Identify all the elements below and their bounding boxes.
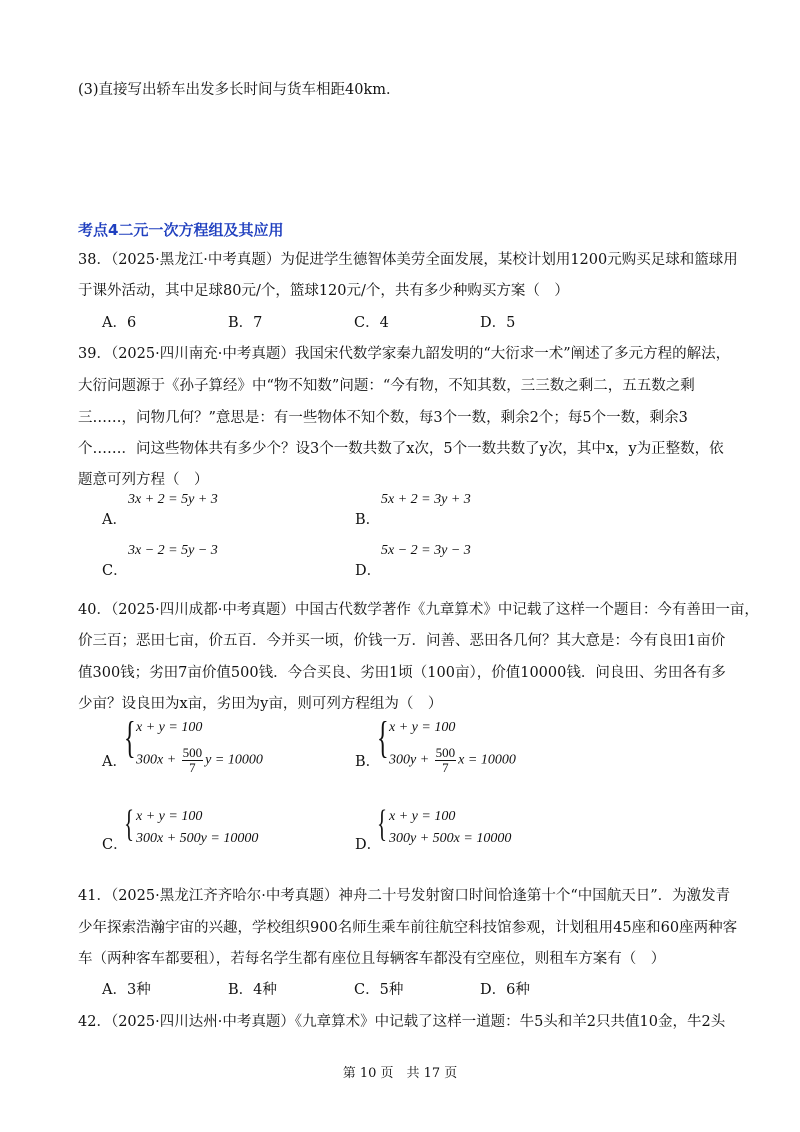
q39-equation-d: 5x − 2 = 3y − 3	[381, 543, 471, 558]
q40-label-b: B．	[355, 754, 381, 770]
q40-a-row-2: 300x + $\frac{500}{7}$ y = 10000	[136, 745, 263, 775]
q41-line-3: 车（两种客车都要租），若每名学生都有座位且每辆客车都没有空座位，则租车方案有（ ）	[78, 951, 666, 967]
q38-option-d: D．5	[480, 315, 516, 331]
q39-line-2: 大衍问题源于《孙子算经》中“物不知数”问题：“今有物，不知其数，三三数之剩二，五五数之剩	[78, 378, 695, 394]
q40-d-row-1: x + y = 100	[389, 809, 456, 824]
q39-equation-b: 5x + 2 = 3y + 3	[381, 492, 471, 507]
section-heading: 考点4二元一次方程组及其应用	[78, 221, 284, 239]
q39-line-4: 个……．问这些物体共有多少个？设3个一数共数了x次，5个一数共数了y次，其中x，y为正整数，依	[78, 441, 724, 457]
q40-system-c: { x + y = 100 300x + 500y = 10000	[124, 803, 259, 846]
q39-equation-a: 3x + 2 = 5y + 3	[128, 492, 218, 507]
fraction: $\frac{500}{7}$	[435, 745, 456, 775]
q40-label-a: A．	[102, 754, 127, 770]
q39-line-5: 题意可列方程（ ）	[78, 472, 209, 488]
q40-line-1: 40．（2025·四川成都·中考真题）中国古代数学著作《九章算术》中记载了这样一个题目：今有善田一亩，	[78, 602, 759, 618]
q39-line-3: 三……，问物几何？”意思是：有一些物体不知个数，每3个一数，剩余2个；每5个一数，剩余3	[78, 410, 688, 426]
q41-option-c: C．5种	[354, 982, 404, 998]
q40-c-row-2: 300x + 500y = 10000	[136, 831, 259, 846]
question-part-3: (3)直接写出轿车出发多长时间与货车相距40km．	[78, 82, 401, 98]
q38-line-2: 于课外活动，其中足球80元/个，篮球120元/个，共有多少种购买方案（ ）	[78, 283, 569, 299]
q42-line-1: 42．（2025·四川达州·中考真题）《九章算术》中记载了这样一道题：牛5头和羊2只共值10金，牛2头	[78, 1014, 726, 1030]
q39-label-b: B．	[355, 512, 381, 528]
q40-label-c: C．	[102, 837, 128, 853]
q40-b-row-2: 300y + $\frac{500}{7}$ x = 10000	[389, 745, 516, 775]
q39-label-a: A．	[102, 512, 127, 528]
q38-option-a: A．6	[102, 315, 137, 331]
q40-label-d: D．	[355, 837, 382, 853]
q40-line-2: 价三百；恶田七亩，价五百．今并买一顷，价钱一万．问善、恶田各几何？其大意是：今有良田1亩价	[78, 633, 726, 649]
q39-label-d: D．	[355, 563, 382, 579]
q38-option-b: B．7	[228, 315, 263, 331]
q39-label-c: C．	[102, 563, 128, 579]
q40-b-row-1: x + y = 100	[389, 720, 456, 735]
q40-a-row-1: x + y = 100	[136, 720, 203, 735]
q40-system-d: { x + y = 100 300y + 500x = 10000	[377, 803, 512, 846]
q41-line-2: 少年探索浩瀚宇宙的兴趣，学校组织900名师生乘车前往航空科技馆参观，计划租用45座和60座两种客	[78, 920, 738, 936]
q40-system-b: { x + y = 100 300y + $\frac{500}{7}$ x = 10000	[377, 713, 516, 775]
q40-line-3: 值300钱；劣田7亩价值500钱．今合买良、劣田1顷（100亩），价值10000钱．问良田、劣田各有多	[78, 665, 726, 681]
q41-option-b: B．4种	[228, 982, 277, 998]
q40-d-row-2: 300y + 500x = 10000	[389, 831, 512, 846]
page-footer: 第 10 页 共 17 页	[342, 1066, 458, 1081]
q40-line-4: 少亩？设良田为x亩，劣田为y亩，则可列方程组为（ ）	[78, 696, 443, 712]
fraction: $\frac{500}{7}$	[182, 745, 203, 775]
q39-line-1: 39．（2025·四川南充·中考真题）我国宋代数学家秦九韶发明的“大衍求一术”阐述了多元方程的解法，	[78, 346, 731, 362]
q41-option-a: A．3种	[102, 982, 151, 998]
q38-option-c: C．4	[354, 315, 389, 331]
q41-option-d: D．6种	[480, 982, 530, 998]
q40-c-row-1: x + y = 100	[136, 809, 203, 824]
q41-line-1: 41．（2025·黑龙江齐齐哈尔·中考真题）神舟二十号发射窗口时间恰逢第十个“中国航天日”．为激发青	[78, 888, 731, 904]
q40-system-a: { x + y = 100 300x + $\frac{500}{7}$ y = 10000	[124, 713, 263, 775]
q38-line-1: 38．（2025·黑龙江·中考真题）为促进学生德智体美劳全面发展，某校计划用1200元购买足球和篮球用	[78, 252, 738, 268]
q39-equation-c: 3x − 2 = 5y − 3	[128, 543, 218, 558]
